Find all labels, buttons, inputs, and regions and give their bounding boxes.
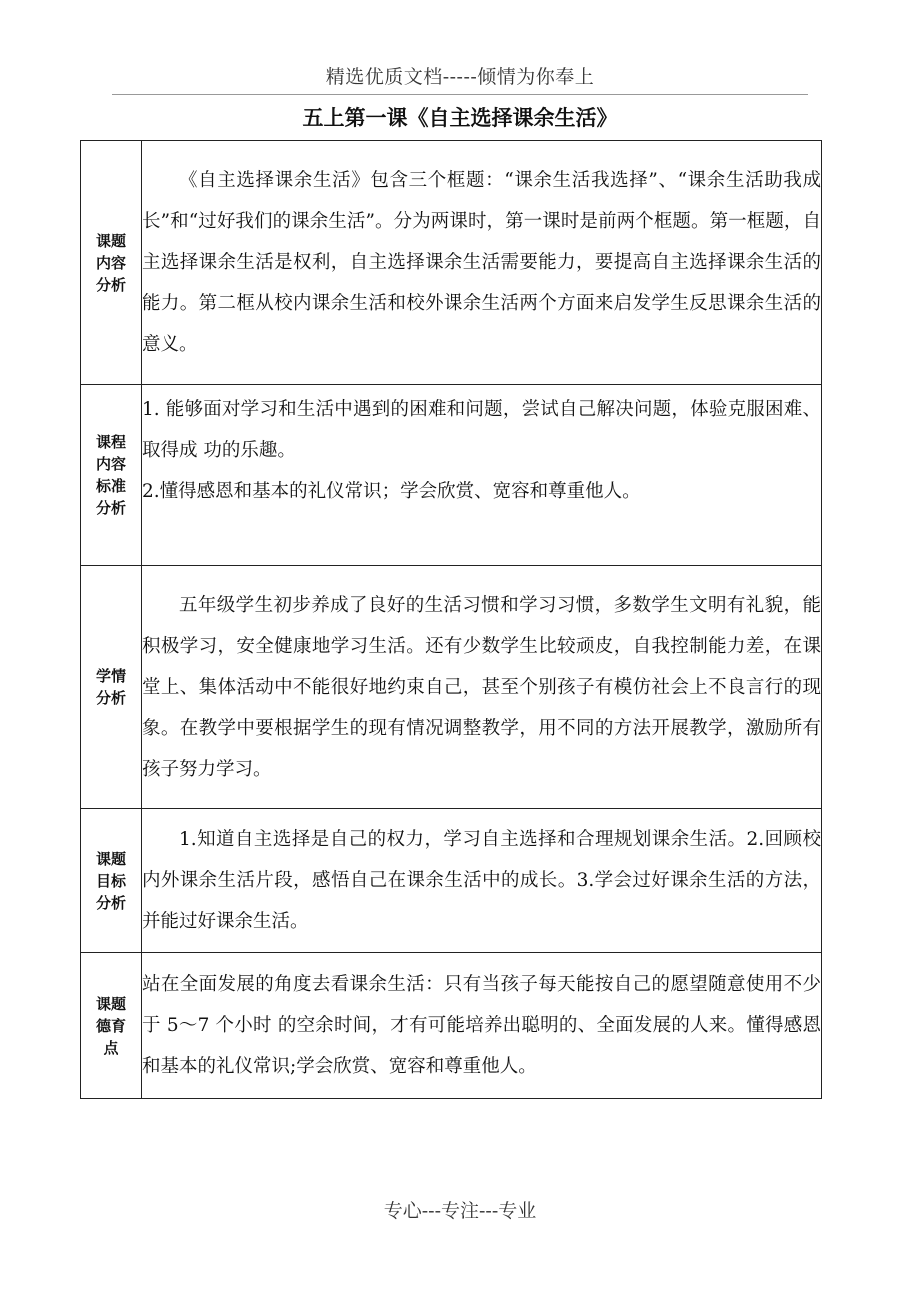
content-paragraph: 五年级学生初步养成了良好的生活习惯和学习习惯，多数学生文明有礼貌，能积极学习，安全健康地学习生活。还有少数学生比较顽皮，自我控制能力差，在课堂上、集体活动中不能很好地约束自己，甚至个别孩子有模仿社会上不良言行的现象。在教学中要根据学生的现有情况调整教学，用不同的方法开展教学，激励所有孩子努力学习。 [142,594,821,780]
lesson-analysis-table [80,140,822,1099]
row-label-text: 课程 内容 标准 分析 [95,433,126,517]
row-label-text: 课题 目标 分析 [95,849,126,912]
row-label-curriculum-standard [81,385,142,566]
row-label-student-analysis [81,566,142,809]
table-row-moral-education [81,953,822,1099]
row-label-moral-education [81,953,142,1099]
row-label-text: 课题 内容 分析 [95,231,126,294]
page-header: 精选优质文档-----倾情为你奉上 [325,66,595,88]
content-paragraph: 1. 能够面对学习和生活中遇到的困难和问题，尝试自己解决问题，体验克服困难、取得成 功的乐趣。 [142,399,821,461]
table-row-topic-content [81,141,822,385]
table-row-curriculum-standard [81,385,822,566]
content-paragraph: 《自主选择课余生活》包含三个框题：“课余生活我选择”、“课余生活助我成长”和“过好我们的课余生活”。分为两课时，第一课时是前两个框题。第一框题，自主选择课余生活是权利，自主选择课余生活需要能力，要提高自主选择课余生活的能力。第二框从校内课余生活和校外课余生活两个方面来启发学生反思课余生活的意义。 [142,170,821,355]
header-divider [112,94,808,95]
page-footer: 专心---专注---专业 [383,1200,537,1222]
row-label-text: 课题 德育 点 [95,994,126,1057]
content-paragraph: 站在全面发展的角度去看课余生活：只有当孩子每天能按自己的愿望随意使用不少于 5～7 个小时 的空余时间，才有可能培养出聪明的、全面发展的人来。懂得感恩和基本的礼仪常识;学会欣赏、宽容和尊重他人。 [142,974,821,1077]
row-content-objective-analysis [142,809,822,953]
table-row-objective-analysis [81,809,822,953]
document-title: 五上第一课《自主选择课余生活》 [302,106,618,130]
row-label-objective-analysis [81,809,142,953]
row-content-topic-content [142,141,822,385]
row-content-student-analysis [142,566,822,809]
table-row-student-analysis [81,566,822,809]
content-paragraph: 1.知道自主选择是自己的权力，学习自主选择和合理规划课余生活。2.回顾校内外课余生活片段，感悟自己在课余生活中的成长。3.学会过好课余生活的方法，并能过好课余生活。 [142,829,821,932]
row-content-curriculum-standard [142,385,822,566]
row-content-moral-education [142,953,822,1099]
content-paragraph: 2.懂得感恩和基本的礼仪常识；学会欣赏、宽容和尊重他人。 [142,481,641,502]
row-label-text: 学情 分析 [95,667,126,707]
row-label-topic-content [81,141,142,385]
